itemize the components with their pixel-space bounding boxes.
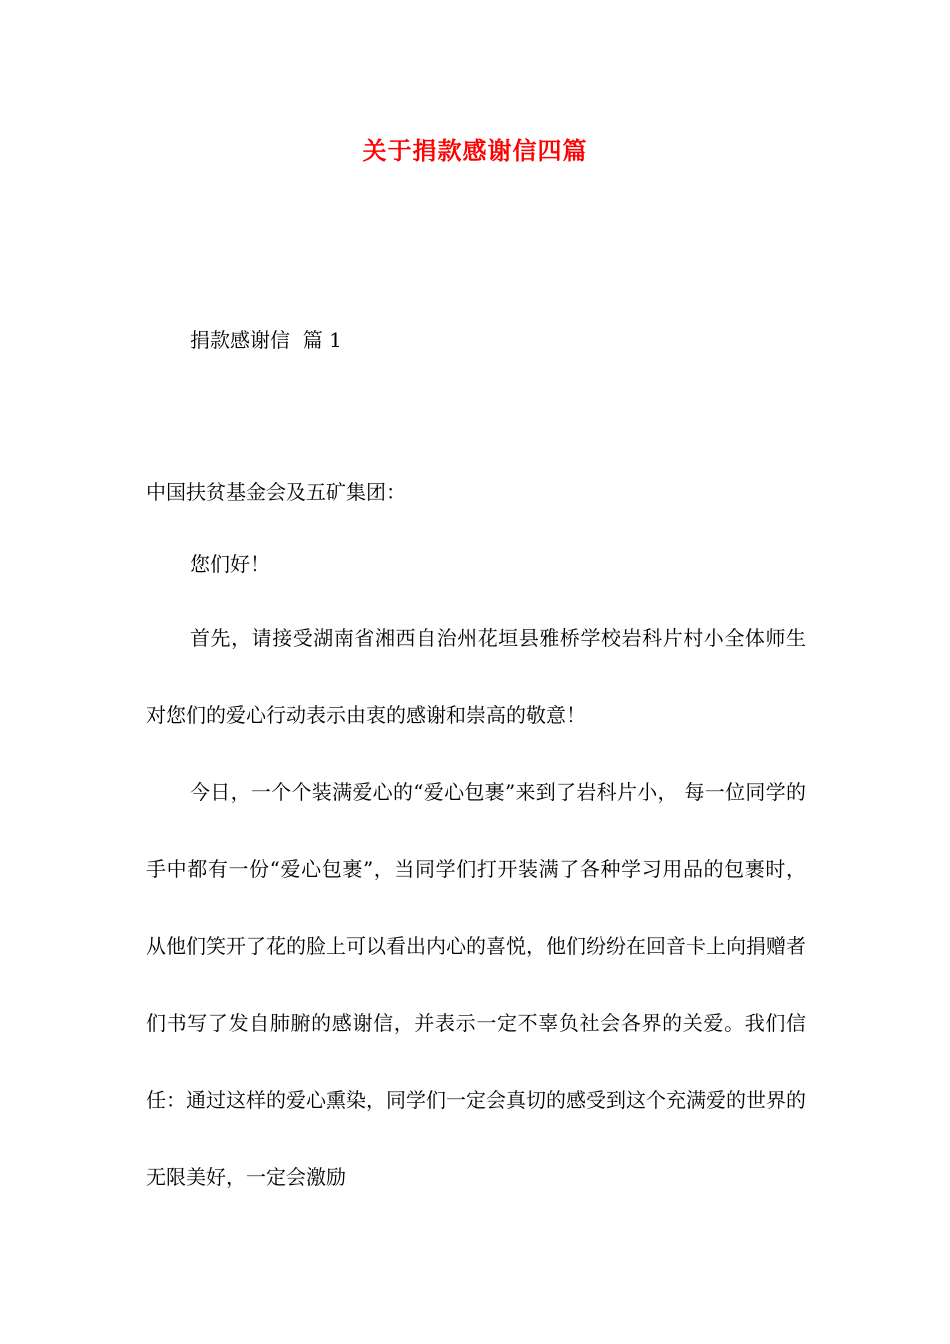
document-title: 关于捐款感谢信四篇 xyxy=(362,136,588,165)
letter-greeting: 您们好！ xyxy=(190,552,270,576)
body-paragraph: 今日，一个个装满爱心的“爱心包裹”来到了岩科片小， 每一位同学的手中都有一份“爱心包裹”，当同学们打开装满了各种学习用品的包裹时，从他们笑开了花的脸上可以看出内心的喜悦，他们纷纷在回音卡上向捐赠者们书写了发自肺腑的感谢信，并表示一定不辜负社会各界的关爱。我们信任：通过这样的爱心熏染，同学们一定会真切的感受到这个充满爱的世界的无限美好，一定会激励 xyxy=(146,780,806,1189)
body-paragraph: 首先，请接受湖南省湘西自治州花垣县雅桥学校岩科片村小全体师生对您们的爱心行动表示由衷的感谢和崇高的敬意！ xyxy=(146,626,806,727)
section-heading: 捐款感谢信 篇 1 xyxy=(190,328,342,352)
letter-salutation: 中国扶贫基金会及五矿集团： xyxy=(146,480,406,504)
